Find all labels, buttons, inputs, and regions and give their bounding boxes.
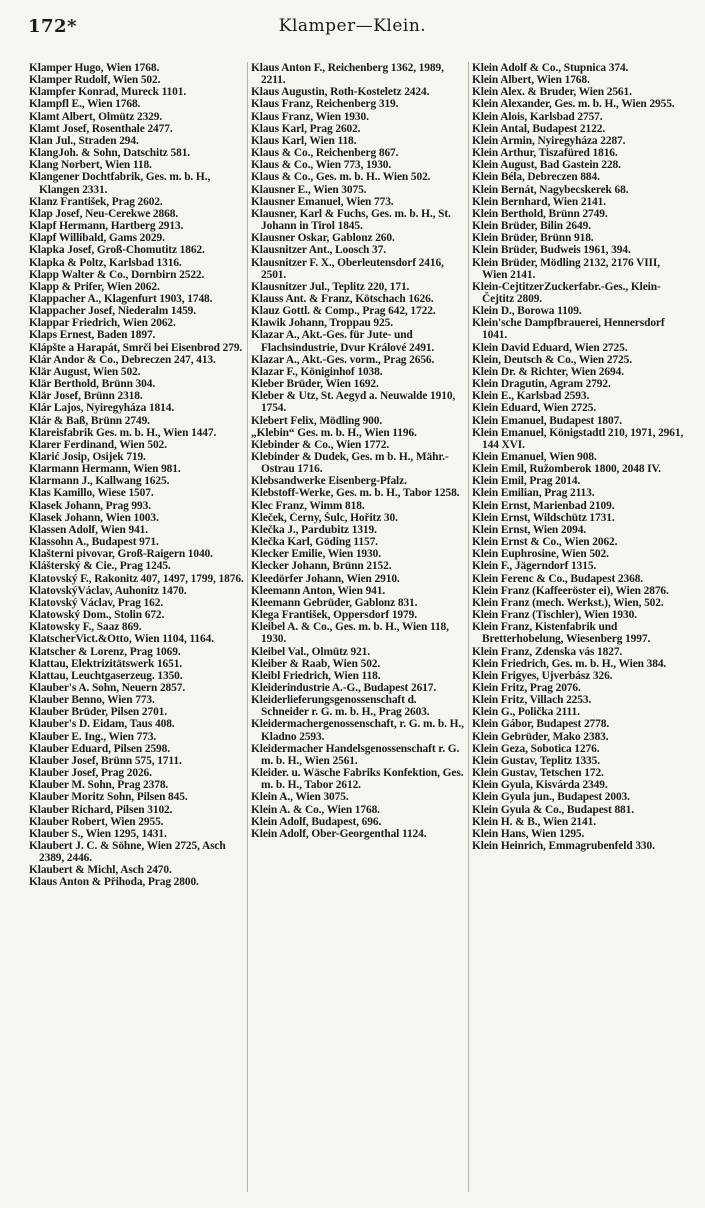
directory-entry: Klein Adolf, Budapest, 696.	[251, 815, 382, 828]
directory-entry: Klausner, Karl & Fuchs, Ges. m. b. H., St. Johann in Tirol 1845.	[251, 207, 451, 233]
directory-entry: Klatscher & Lorenz, Prag 1069.	[29, 645, 181, 658]
directory-entry: Klär Berthold, Brünn 304.	[29, 378, 156, 391]
directory-entry: Klein Emilian, Prag 2113.	[472, 487, 595, 500]
directory-entry: Klein Brüder, Bilin 2649.	[472, 220, 591, 233]
directory-entry: Klauber S., Wien 1295, 1431.	[29, 827, 167, 840]
directory-entry: Klein Emanuel, Wien 908.	[472, 451, 597, 463]
directory-entry: Klein August, Bad Gastein 228.	[472, 159, 621, 172]
directory-entry: Klein Geza, Sobotica 1276.	[472, 742, 600, 755]
directory-entry: Klarmann Hermann, Wien 981.	[29, 463, 181, 476]
directory-entry: Klaus & Co., Reichenberg 867.	[251, 147, 399, 160]
directory-entry: Klein Fritz, Villach 2253.	[472, 694, 592, 707]
directory-entry: Klein Gyula & Co., Budapest 881.	[472, 803, 634, 816]
directory-entry: Klaus Karl, Wien 118.	[251, 134, 357, 147]
directory-entry: Klein Antal, Budapest 2122.	[472, 122, 606, 135]
directory-entry: Klein A. & Co., Wien 1768.	[251, 803, 380, 816]
directory-entry: Klapf Hermann, Hartberg 2913.	[29, 220, 184, 233]
directory-entry: Klawik Johann, Troppau 925.	[251, 317, 393, 330]
column-middle	[247, 62, 468, 1192]
directory-entry: „Klebin“ Ges. m. b. H., Wien 1196.	[251, 426, 417, 439]
directory-entry: Klein-CejtitzerZuckerfabr.-Ges., Klein-Čejtitz 2809.	[472, 280, 661, 305]
directory-entry: Klausner Emanuel, Wien 773.	[251, 195, 394, 208]
directory-entry: Klatowsky F., Saaz 869.	[29, 621, 142, 634]
directory-entry: Klausnitzer F. X., Oberleutensdorf 2416, 2501.	[251, 256, 444, 281]
directory-entry: Kleemann Gebrüder, Gablonz 831.	[251, 596, 418, 609]
entry-columns	[26, 62, 690, 1192]
directory-entry: Kleidermacher Handelsgenossenschaft r. G. m. b. H., Wien 2561.	[251, 742, 460, 767]
directory-entry: Klaubert J. C. & Söhne, Wien 2725, Asch 2389, 2446.	[29, 840, 226, 865]
directory-entry: Klappacher A., Klagenfurt 1903, 1748.	[29, 292, 213, 305]
directory-entry: Klauz Gottl. & Comp., Prag 642, 1722.	[251, 305, 436, 318]
directory-entry: Klebsandwerke Eisenberg-Pfalz.	[251, 475, 407, 488]
directory-entry: Klein Alex. & Bruder, Wien 2561.	[472, 86, 632, 99]
directory-entry: Klein Hans, Wien 1295.	[472, 827, 585, 840]
directory-entry: Klaus Augustin, Roth-Kosteletz 2424.	[251, 86, 430, 99]
directory-entry: Klein Alexander, Ges. m. b. H., Wien 2955.	[472, 98, 675, 111]
directory-entry: Klausnitzer Ant., Loosch 37.	[251, 244, 386, 257]
directory-entry: Klein Franz (Tischler), Wien 1930.	[472, 609, 637, 622]
directory-entry: Klauber Josef, Brünn 575, 1711.	[29, 754, 182, 767]
directory-entry: Klečka J., Pardubitz 1319.	[251, 523, 377, 536]
directory-entry: Klaus Anton F., Reichenberg 1362, 1989, 2211.	[251, 62, 444, 87]
directory-entry: Kleibl Friedrich, Wien 118.	[251, 669, 381, 682]
directory-entry: Klauss Ant. & Franz, Kötschach 1626.	[251, 292, 434, 305]
directory-entry: Klein Alois, Karlsbad 2757.	[472, 110, 603, 123]
directory-entry: Klapp & Prifer, Wien 2062.	[29, 280, 160, 293]
directory-entry: Klamper Rudolf, Wien 502.	[29, 74, 161, 87]
directory-entry: Klassohn A., Budapest 971.	[29, 536, 159, 549]
directory-entry: Klauber Robert, Wien 2955.	[29, 815, 164, 828]
directory-entry: Klamt Josef, Rosenthale 2477.	[29, 122, 173, 135]
directory-entry: Klein Arthur, Tiszafüred 1816.	[472, 147, 618, 160]
directory-entry: Klauber's A. Sohn, Neuern 2857.	[29, 681, 186, 694]
directory-entry: Klaus Anton & Přihoda, Prag 2800.	[29, 876, 199, 889]
directory-entry: Klein Gábor, Budapest 2778.	[472, 718, 610, 731]
directory-entry: Klár & Baß, Brünn 2749.	[29, 414, 150, 427]
directory-entry: Klein Adolf, Ober-Georgenthal 1124.	[251, 827, 427, 840]
directory-entry: Klazar A., Akt.-Ges. vorm., Prag 2656.	[251, 353, 435, 366]
directory-entry: Klár Lajos, Nyiregyháza 1814.	[29, 402, 175, 415]
directory-entry: Klein Emil, Ružomberok 1800, 2048 IV.	[472, 463, 661, 476]
directory-entry: Klein Eduard, Wien 2725.	[472, 402, 597, 415]
directory-entry: Kleček, Černy, Šulc, Hořitz 30.	[251, 511, 398, 524]
directory-entry: Klein Franz (Kaffeeröster ei), Wien 2876.	[472, 584, 669, 597]
directory-entry: Kleidermachergenossenschaft, r. G. m. b. H., Kladno 2593.	[251, 718, 464, 743]
directory-entry: Klein Ernst & Co., Wien 2062.	[472, 536, 618, 549]
directory-entry: Klein Gyula jun., Budapest 2003.	[472, 791, 630, 804]
directory-entry: Klauber's D. Eidam, Taus 408.	[29, 718, 175, 731]
directory-entry: Klär Josef, Brünn 2318.	[29, 390, 143, 403]
page-title: Klamper—Klein.	[278, 16, 427, 36]
directory-entry: Klap Josef, Neu-Cerekwe 2868.	[29, 207, 179, 220]
directory-entry: Klár Andor & Co., Debreczen 247, 413.	[29, 353, 216, 366]
directory-entry: Klein Fritz, Prag 2076.	[472, 681, 581, 694]
directory-entry: Klašterni pivovar, Groß-Raigern 1040.	[29, 548, 213, 561]
directory-entry: Kleber Brüder, Wien 1692.	[251, 378, 379, 391]
directory-entry: Klein G., Polička 2111.	[472, 706, 580, 719]
directory-entry: Klapka & Poltz, Karlsbad 1316.	[29, 256, 182, 269]
directory-entry: Klein Bernát, Nagybecskerek 68.	[472, 183, 629, 196]
directory-entry: Klein Euphrosine, Wien 502.	[472, 548, 609, 561]
directory-entry: Kleiber & Raab, Wien 502.	[251, 657, 381, 670]
directory-entry: Klega František, Oppersdorf 1979.	[251, 609, 417, 622]
directory-entry: Klauber Richard, Pilsen 3102.	[29, 803, 173, 816]
directory-entry: Klappacher Josef, Niederalm 1459.	[29, 305, 197, 318]
directory-entry: Klaus Karl, Prag 2602.	[251, 122, 361, 135]
directory-entry: Kleibel A. & Co., Ges. m. b. H., Wien 118, 1930.	[251, 621, 449, 646]
directory-entry: Klecker Johann, Brünn 2152.	[251, 560, 392, 573]
directory-entry: Klaus Franz, Reichenberg 319.	[251, 98, 399, 111]
directory-entry: Klein Franz, Zdenska vás 1827.	[472, 645, 623, 658]
directory-entry: Kleibel Val., Olmütz 921.	[251, 645, 371, 658]
page-header	[0, 0, 705, 52]
directory-entry: Klein Ferenc & Co., Budapest 2368.	[472, 572, 644, 585]
directory-entry: Klein F., Jägerndorf 1315.	[472, 560, 597, 573]
directory-entry: Klangener Dochtfabrik, Ges. m. b. H., Klangen 2331.	[29, 171, 211, 196]
directory-entry: Klein Gustav, Tetschen 172.	[472, 767, 604, 780]
directory-entry: Klein Ernst, Marienbad 2109.	[472, 499, 615, 512]
directory-entry: Klein Franz, Kistenfabrik und Bretterhobelung, Wiesenberg 1997.	[472, 621, 651, 646]
directory-entry: Kleiderlieferungsgenossenschaft d. Schneider r. G. m. b. H., Prag 2603.	[251, 694, 430, 719]
directory-entry: Klebinder & Dudek, Ges. m b. H., Mähr.-Ostrau 1716.	[251, 451, 449, 476]
directory-entry: Klauber M. Sohn, Prag 2378.	[29, 779, 169, 792]
directory-entry: Klein Brüder, Brünn 918.	[472, 232, 594, 245]
directory-entry: Klein Berthold, Brünn 2749.	[472, 207, 608, 220]
column-right	[468, 62, 689, 1192]
directory-entry: Klatowský Dom., Stolin 672.	[29, 609, 165, 622]
directory-entry: Klapka Josef, Groß-Chomutitz 1862.	[29, 244, 205, 257]
directory-entry: Klauber Brüder, Pilsen 2701.	[29, 706, 168, 719]
directory-entry: KlatscherVict.&Otto, Wien 1104, 1164.	[29, 633, 214, 646]
directory-entry: Kleedörfer Johann, Wien 2910.	[251, 572, 400, 585]
directory-entry: Klausner Oskar, Gablonz 260.	[251, 232, 395, 245]
directory-entry: Klauber Moritz Sohn, Pilsen 845.	[29, 791, 188, 804]
directory-entry: Klecker Emilie, Wien 1930.	[251, 548, 381, 561]
directory-entry: Klaus Franz, Wien 1930.	[251, 110, 369, 123]
directory-entry: Klášterský & Cie., Prag 1245.	[29, 560, 171, 573]
directory-entry: Klein Brüder, Budweis 1961, 394.	[472, 244, 631, 257]
directory-entry: Klamt Albert, Olmütz 2329.	[29, 110, 163, 123]
directory-entry: Klebstoff-Werke, Ges. m. b. H., Tabor 1258.	[251, 487, 460, 500]
directory-entry: Klein Dragutin, Agram 2792.	[472, 378, 611, 391]
directory-entry: Klampfl E., Wien 1768.	[29, 98, 141, 111]
directory-entry: Klein Emanuel, Königstadtl 210, 1971, 2961, 144 XVI.	[472, 426, 684, 451]
directory-entry: Klattau, Elektrizitätswerk 1651.	[29, 657, 183, 670]
directory-entry: Klausner E., Wien 3075.	[251, 183, 367, 196]
directory-entry: Klauber Eduard, Pilsen 2598.	[29, 742, 170, 755]
directory-entry: Klein David Eduard, Wien 2725.	[472, 341, 628, 354]
directory-entry: Klein Brüder, Mödling 2132, 2176 VIII, Wien 2141.	[472, 256, 660, 281]
directory-entry: Klarer Ferdinand, Wien 502.	[29, 438, 167, 451]
directory-entry: Klarić Josip, Osijek 719.	[29, 451, 146, 463]
directory-entry: Klär August, Wien 502.	[29, 365, 141, 378]
directory-entry: Klasek Johann, Wien 1003.	[29, 511, 159, 524]
directory-entry: Klein A., Wien 3075.	[251, 791, 349, 804]
directory-entry: Klápšte a Harapát, Smrči bei Eisenbrod 279.	[29, 341, 243, 354]
directory-entry: Klein Albert, Wien 1768.	[472, 74, 590, 87]
directory-entry: Klampfer Konrad, Mureck 1101.	[29, 86, 187, 99]
directory-entry: Klein Emil, Prag 2014.	[472, 475, 581, 488]
directory-entry: Klausnitzer Jul., Teplitz 220, 171.	[251, 280, 410, 293]
directory-entry: Klasek Johann, Prag 993.	[29, 499, 151, 512]
directory-entry: Kleber & Utz, St. Aegyd a. Neuwalde 1910, 1754.	[251, 390, 456, 415]
directory-entry: Klein D., Borowa 1109.	[472, 305, 582, 318]
directory-entry: Klattau, Leuchtgaserzeug. 1350.	[29, 669, 183, 682]
directory-entry: Klein H. & B., Wien 2141.	[472, 815, 596, 828]
directory-entry: Klein Armin, Nyiregyháza 2287.	[472, 134, 626, 147]
directory-entry: Klang Norbert, Wien 118.	[29, 159, 152, 172]
directory-entry: Klazar F., Königinhof 1038.	[251, 365, 383, 378]
directory-entry: Klein Gustav, Teplitz 1335.	[472, 754, 600, 767]
directory-entry: Klazar A., Akt.-Ges. für Jute- und Flachsindustrie, Dvur Králové 2491.	[251, 329, 435, 354]
directory-entry: Klatovský Václav, Prag 162.	[29, 596, 164, 609]
directory-entry: Klappar Friedrich, Wien 2062.	[29, 317, 176, 330]
directory-entry: Klein Bernhard, Wien 2141.	[472, 195, 606, 208]
column-left	[26, 62, 247, 1192]
directory-entry: Klečka Karl, Göding 1157.	[251, 536, 378, 549]
directory-entry: Klein'sche Dampfbrauerei, Hennersdorf 1041.	[472, 317, 665, 342]
directory-entry: Klein Gebrüder, Mako 2383.	[472, 730, 609, 743]
directory-entry: Klein, Deutsch & Co., Wien 2725.	[472, 353, 632, 366]
directory-entry: Klein Frigyes, Ujverbász 326.	[472, 669, 613, 682]
directory-entry: KlangJoh. & Sohn, Datschitz 581.	[29, 147, 191, 160]
directory-entry: Klein Franz (mech. Werkst.), Wien, 502.	[472, 596, 664, 609]
directory-entry: Klapf Willibald, Gams 2029.	[29, 232, 165, 245]
directory-entry: Klein Ernst, Wildschütz 1731.	[472, 511, 615, 524]
directory-entry: Klauber E. Ing., Wien 773.	[29, 730, 157, 743]
directory-entry: Kleider. u. Wäsche Fabriks Konfektion, Ges. m. b. H., Tabor 2612.	[251, 767, 464, 792]
directory-entry: Klaps Ernest, Baden 1897.	[29, 329, 156, 342]
directory-entry: Klassen Adolf, Wien 941.	[29, 523, 149, 536]
directory-entry: Klan Jul., Straden 294.	[29, 134, 139, 147]
directory-entry: KlatovskýVáclav, Auhonitz 1470.	[29, 584, 187, 597]
directory-entry: Klebert Felix, Mödling 900.	[251, 414, 383, 427]
directory-entry: Klarmann J., Kallwang 1625.	[29, 475, 170, 488]
directory-entry: Klein Heinrich, Emmagrubenfeld 330.	[472, 840, 655, 852]
directory-entry: Klanz František, Prag 2602.	[29, 195, 163, 208]
directory-entry: Klein Friedrich, Ges. m. b. H., Wien 384.	[472, 657, 667, 670]
directory-entry: Klein Gyula, Kisvárda 2349.	[472, 779, 608, 792]
directory-entry: Klauber Benno, Wien 773.	[29, 694, 155, 707]
directory-entry: Kleemann Anton, Wien 941.	[251, 584, 386, 597]
directory-entry: Klaus & Co., Wien 773, 1930.	[251, 159, 392, 172]
directory-entry: Klein Dr. & Richter, Wien 2694.	[472, 365, 624, 378]
directory-entry: Klec Franz, Wimm 818.	[251, 499, 365, 512]
directory-entry: Klamper Hugo, Wien 1768.	[29, 62, 160, 74]
directory-entry: Klein Ernst, Wien 2094.	[472, 523, 587, 536]
directory-entry: Klareisfabrik Ges. m. b. H., Wien 1447.	[29, 426, 217, 439]
directory-entry: Klein Adolf & Co., Stupnica 374.	[472, 62, 629, 74]
directory-entry: Klas Kamillo, Wiese 1507.	[29, 487, 154, 500]
directory-entry: Klapp Walter & Co., Dornbirn 2522.	[29, 268, 205, 281]
directory-entry: Klein Béla, Debreczen 884.	[472, 171, 600, 184]
directory-entry: Klebinder & Co., Wien 1772.	[251, 438, 390, 451]
directory-entry: Klein E., Karlsbad 2593.	[472, 390, 590, 403]
directory-entry: Klatovský F., Rakonitz 407, 1497, 1799, 1876.	[29, 572, 244, 585]
directory-entry: Klaus & Co., Ges. m. b. H.. Wien 502.	[251, 171, 431, 184]
directory-entry: Klauber Josef, Prag 2026.	[29, 767, 152, 780]
directory-entry: Kleiderindustrie A.-G., Budapest 2617.	[251, 681, 437, 694]
directory-entry: Klein Emanuel, Budapest 1807.	[472, 414, 622, 427]
directory-entry: Klaubert & Michl, Asch 2470.	[29, 864, 172, 877]
page-number: 172*	[28, 16, 77, 37]
